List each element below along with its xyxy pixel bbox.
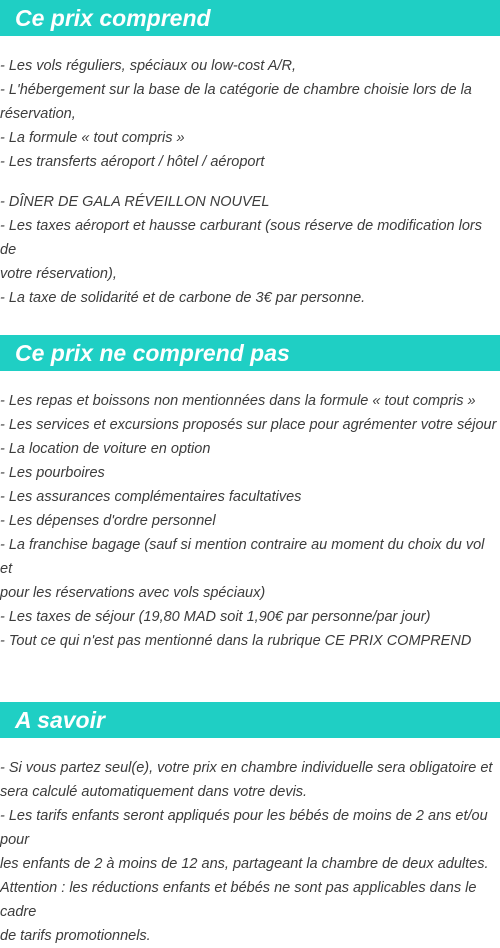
list-item: - DÎNER DE GALA RÉVEILLON NOUVEL <box>0 194 270 210</box>
list-item: - L'hébergement sur la base de la catégorie de chambre choisie lors de la <box>0 82 472 98</box>
list-item: - La location de voiture en option <box>0 441 211 457</box>
section-title-good-to-know: A savoir <box>0 702 500 738</box>
list-item: pour les réservations avec vols spéciaux) <box>0 585 266 601</box>
list-item: Attention : les réductions enfants et bébés ne sont pas applicables dans le cadre <box>0 880 477 920</box>
included-list-a <box>0 54 500 174</box>
not-included-list <box>0 389 500 653</box>
list-item: sera calculé automatiquement dans votre devis. <box>0 784 308 800</box>
list-item: - Les taxes de séjour (19,80 MAD soit 1,90€ par personne/par jour) <box>0 609 431 625</box>
list-item: - La franchise bagage (sauf si mention contraire au moment du choix du vol et <box>0 537 485 577</box>
section-title-not-included: Ce prix ne comprend pas <box>0 335 500 371</box>
list-item: - Si vous partez seul(e), votre prix en chambre individuelle sera obligatoire et <box>0 760 493 776</box>
included-list-b <box>0 190 500 310</box>
list-item: votre réservation), <box>0 266 117 282</box>
list-item: - La taxe de solidarité et de carbone de 3€ par personne. <box>0 290 366 306</box>
good-to-know-list <box>0 756 500 948</box>
list-item: - Les dépenses d'ordre personnel <box>0 513 216 529</box>
section-title-included: Ce prix comprend <box>0 0 500 36</box>
list-item: - Les transferts aéroport / hôtel / aéroport <box>0 154 265 170</box>
list-item: - Les tarifs enfants seront appliqués pour les bébés de moins de 2 ans et/ou pour <box>0 808 488 848</box>
list-item: de tarifs promotionnels. <box>0 928 151 944</box>
list-item: - Les taxes aéroport et hausse carburant (sous réserve de modification lors de <box>0 218 482 258</box>
list-item: - Les vols réguliers, spéciaux ou low-cost A/R, <box>0 58 297 74</box>
list-item: - Les assurances complémentaires facultatives <box>0 489 302 505</box>
list-item: - La formule « tout compris » <box>0 130 185 146</box>
list-item: - Les repas et boissons non mentionnées dans la formule « tout compris » <box>0 393 476 409</box>
list-item: réservation, <box>0 106 76 122</box>
list-item: - Tout ce qui n'est pas mentionné dans la rubrique CE PRIX COMPREND <box>0 633 472 649</box>
list-item: - Les services et excursions proposés sur place pour agrémenter votre séjour <box>0 417 497 433</box>
list-item: - Les pourboires <box>0 465 105 481</box>
list-item: les enfants de 2 à moins de 12 ans, partageant la chambre de deux adultes. <box>0 856 489 872</box>
